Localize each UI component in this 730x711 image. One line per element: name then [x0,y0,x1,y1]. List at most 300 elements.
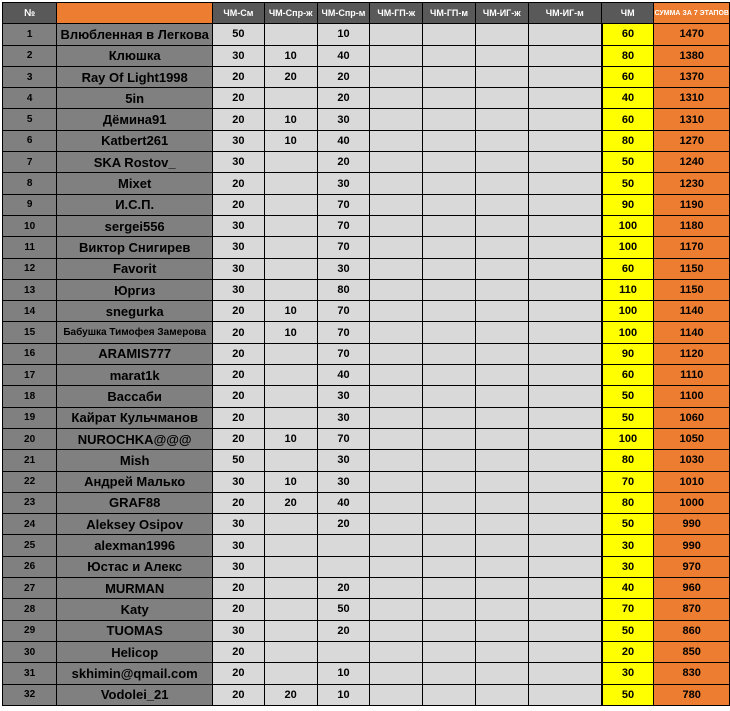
stage-value-4 [370,684,423,705]
row-number: 13 [3,279,57,300]
stage-value-7 [528,684,601,705]
table-row [3,66,730,87]
stage-value-7 [528,24,601,45]
overall-sum: 1060 [654,407,730,428]
stage-value-7 [528,66,601,87]
chm-total: 80 [602,130,654,151]
stage-value-5 [423,514,476,535]
row-number: 1 [3,24,57,45]
chm-total: 100 [602,322,654,343]
stage-value-4 [370,152,423,173]
stage-value-6 [475,471,528,492]
stage-value-7 [528,641,601,662]
chm-total: 50 [602,386,654,407]
results-body [3,24,730,706]
chm-total: 50 [602,620,654,641]
stage-value-7 [528,556,601,577]
stage-value-2: 10 [264,45,317,66]
stage-value-2 [264,535,317,556]
stage-value-2 [264,279,317,300]
stage-value-3: 50 [317,599,370,620]
player-name: Юргиз [57,279,213,300]
stage-value-4 [370,130,423,151]
overall-sum: 1190 [654,194,730,215]
stage-value-2: 10 [264,130,317,151]
table-row [3,386,730,407]
stage-value-3: 70 [317,301,370,322]
stage-value-1: 30 [213,620,265,641]
header-col-2: ЧМ-Спр-ж [264,3,317,24]
stage-value-2 [264,578,317,599]
stage-value-1: 30 [213,215,265,236]
stage-value-3: 40 [317,45,370,66]
chm-total: 20 [602,641,654,662]
stage-value-3: 30 [317,258,370,279]
stage-value-2 [264,365,317,386]
stage-value-3: 30 [317,109,370,130]
player-name: marat1k [57,365,213,386]
row-number: 5 [3,109,57,130]
overall-sum: 1120 [654,343,730,364]
row-number: 31 [3,663,57,684]
player-name: Mixet [57,173,213,194]
table-row [3,109,730,130]
player-name: Вассаби [57,386,213,407]
chm-total: 100 [602,428,654,449]
table-row [3,130,730,151]
stage-value-7 [528,194,601,215]
stage-value-4 [370,450,423,471]
stage-value-5 [423,663,476,684]
player-name: snegurka [57,301,213,322]
overall-sum: 1380 [654,45,730,66]
stage-value-6 [475,684,528,705]
stage-value-3: 10 [317,663,370,684]
stage-value-6 [475,343,528,364]
stage-value-4 [370,24,423,45]
stage-value-5 [423,556,476,577]
stage-value-5 [423,237,476,258]
stage-value-1: 20 [213,66,265,87]
stage-value-2: 20 [264,66,317,87]
stage-value-4 [370,45,423,66]
stage-value-7 [528,279,601,300]
chm-total: 40 [602,578,654,599]
stage-value-5 [423,152,476,173]
stage-value-7 [528,301,601,322]
chm-total: 100 [602,237,654,258]
overall-sum: 1180 [654,215,730,236]
stage-value-5 [423,66,476,87]
stage-value-2: 20 [264,492,317,513]
overall-sum: 970 [654,556,730,577]
stage-value-6 [475,258,528,279]
header-row [3,3,730,24]
row-number: 6 [3,130,57,151]
player-name: alexman1996 [57,535,213,556]
stage-value-2 [264,24,317,45]
stage-value-3: 70 [317,194,370,215]
chm-total: 80 [602,450,654,471]
overall-sum: 830 [654,663,730,684]
player-name: Влюбленная в Легкова [57,24,213,45]
chm-total: 100 [602,301,654,322]
stage-value-5 [423,109,476,130]
table-row [3,258,730,279]
stage-value-1: 30 [213,514,265,535]
player-name: NUROCHKA@@@ [57,428,213,449]
player-name: Юстас и Алекс [57,556,213,577]
chm-total: 70 [602,471,654,492]
stage-value-7 [528,578,601,599]
table-row [3,237,730,258]
stage-value-7 [528,407,601,428]
stage-value-6 [475,578,528,599]
overall-sum: 960 [654,578,730,599]
chm-total: 50 [602,152,654,173]
table-row [3,279,730,300]
stage-value-4 [370,237,423,258]
header-chm: ЧМ [602,3,654,24]
stage-value-1: 20 [213,663,265,684]
stage-value-3: 70 [317,215,370,236]
stage-value-7 [528,343,601,364]
row-number: 20 [3,428,57,449]
stage-value-2: 10 [264,322,317,343]
header-col-4: ЧМ-ГП-ж [370,3,423,24]
header-name [57,3,213,24]
player-name: Ray Of Light1998 [57,66,213,87]
overall-sum: 1110 [654,365,730,386]
player-name: Helicop [57,641,213,662]
row-number: 7 [3,152,57,173]
stage-value-3: 40 [317,365,370,386]
stage-value-6 [475,641,528,662]
stage-value-2 [264,258,317,279]
stage-value-4 [370,386,423,407]
stage-value-1: 20 [213,194,265,215]
stage-value-7 [528,620,601,641]
overall-sum: 990 [654,535,730,556]
stage-value-5 [423,365,476,386]
overall-sum: 1140 [654,301,730,322]
row-number: 4 [3,88,57,109]
chm-total: 80 [602,45,654,66]
table-row [3,343,730,364]
stage-value-6 [475,514,528,535]
table-row [3,599,730,620]
table-row [3,152,730,173]
stage-value-2 [264,215,317,236]
stage-value-6 [475,365,528,386]
stage-value-4 [370,556,423,577]
stage-value-1: 20 [213,322,265,343]
stage-value-5 [423,130,476,151]
stage-value-2 [264,556,317,577]
overall-sum: 1310 [654,88,730,109]
header-num: № [3,3,57,24]
stage-value-6 [475,386,528,407]
stage-value-3 [317,641,370,662]
overall-sum: 1270 [654,130,730,151]
chm-total: 30 [602,663,654,684]
stage-value-3: 10 [317,24,370,45]
stage-value-2 [264,152,317,173]
stage-value-1: 20 [213,301,265,322]
stage-value-1: 20 [213,578,265,599]
stage-value-5 [423,88,476,109]
stage-value-4 [370,258,423,279]
row-number: 27 [3,578,57,599]
overall-sum: 860 [654,620,730,641]
row-number: 19 [3,407,57,428]
stage-value-2 [264,599,317,620]
table-row [3,322,730,343]
chm-total: 50 [602,407,654,428]
stage-value-1: 30 [213,279,265,300]
overall-sum: 1370 [654,66,730,87]
table-row [3,301,730,322]
row-number: 29 [3,620,57,641]
header-col-7: ЧМ-ИГ-м [528,3,601,24]
stage-value-1: 30 [213,535,265,556]
chm-total: 30 [602,535,654,556]
stage-value-5 [423,258,476,279]
stage-value-2 [264,407,317,428]
stage-value-7 [528,258,601,279]
row-number: 2 [3,45,57,66]
stage-value-1: 50 [213,24,265,45]
stage-value-2: 10 [264,428,317,449]
stage-value-4 [370,471,423,492]
stage-value-7 [528,173,601,194]
player-name: Favorit [57,258,213,279]
table-row [3,88,730,109]
row-number: 12 [3,258,57,279]
stage-value-4 [370,173,423,194]
stage-value-1: 30 [213,556,265,577]
table-row [3,365,730,386]
stage-value-2 [264,194,317,215]
stage-value-1: 30 [213,237,265,258]
header-col-1: ЧМ-См [213,3,265,24]
stage-value-5 [423,492,476,513]
chm-total: 60 [602,24,654,45]
stage-value-6 [475,620,528,641]
row-number: 3 [3,66,57,87]
chm-total: 70 [602,599,654,620]
overall-sum: 1000 [654,492,730,513]
stage-value-7 [528,663,601,684]
stage-value-5 [423,301,476,322]
stage-value-2 [264,514,317,535]
stage-value-7 [528,514,601,535]
stage-value-7 [528,322,601,343]
stage-value-2: 10 [264,301,317,322]
stage-value-3: 40 [317,130,370,151]
header-col-5: ЧМ-ГП-м [423,3,476,24]
row-number: 24 [3,514,57,535]
stage-value-7 [528,215,601,236]
stage-value-4 [370,514,423,535]
stage-value-3: 30 [317,471,370,492]
chm-total: 80 [602,492,654,513]
player-name: Katbert261 [57,130,213,151]
stage-value-1: 20 [213,641,265,662]
stage-value-2: 10 [264,471,317,492]
chm-total: 50 [602,684,654,705]
stage-value-5 [423,450,476,471]
stage-value-6 [475,24,528,45]
stage-value-4 [370,279,423,300]
stage-value-5 [423,386,476,407]
stage-value-4 [370,663,423,684]
table-row [3,194,730,215]
chm-total: 50 [602,173,654,194]
row-number: 25 [3,535,57,556]
overall-sum: 1050 [654,428,730,449]
overall-sum: 1240 [654,152,730,173]
stage-value-3: 20 [317,88,370,109]
player-name: И.С.П. [57,194,213,215]
row-number: 8 [3,173,57,194]
stage-value-1: 20 [213,343,265,364]
stage-value-7 [528,535,601,556]
stage-value-2 [264,88,317,109]
table-row [3,641,730,662]
stage-value-3: 70 [317,322,370,343]
stage-value-3: 70 [317,343,370,364]
stage-value-3: 20 [317,514,370,535]
stage-value-6 [475,109,528,130]
stage-value-6 [475,215,528,236]
stage-value-6 [475,237,528,258]
overall-sum: 1470 [654,24,730,45]
stage-value-2 [264,173,317,194]
stage-value-3: 20 [317,66,370,87]
stage-value-4 [370,578,423,599]
table-row [3,514,730,535]
stage-value-5 [423,407,476,428]
stage-value-1: 20 [213,88,265,109]
stage-value-6 [475,663,528,684]
stage-value-6 [475,279,528,300]
chm-total: 90 [602,343,654,364]
chm-total: 30 [602,556,654,577]
player-name: skhimin@qmail.com [57,663,213,684]
stage-value-1: 20 [213,428,265,449]
stage-value-1: 20 [213,109,265,130]
stage-value-6 [475,535,528,556]
stage-value-5 [423,24,476,45]
stage-value-2 [264,620,317,641]
stage-value-2 [264,343,317,364]
player-name: Aleksey Osipov [57,514,213,535]
table-row [3,471,730,492]
stage-value-3: 30 [317,386,370,407]
stage-value-5 [423,578,476,599]
stage-value-3: 30 [317,407,370,428]
stage-value-5 [423,173,476,194]
stage-value-3: 20 [317,152,370,173]
stage-value-6 [475,492,528,513]
overall-sum: 1230 [654,173,730,194]
overall-sum: 780 [654,684,730,705]
player-name: SKA Rostov_ [57,152,213,173]
stage-value-6 [475,599,528,620]
stage-value-3 [317,556,370,577]
stage-value-7 [528,45,601,66]
stage-value-5 [423,279,476,300]
row-number: 17 [3,365,57,386]
stage-value-1: 20 [213,492,265,513]
overall-sum: 1150 [654,258,730,279]
stage-value-7 [528,492,601,513]
stage-value-6 [475,428,528,449]
stage-value-1: 20 [213,386,265,407]
chm-total: 100 [602,215,654,236]
player-name: Клюшка [57,45,213,66]
overall-sum: 1030 [654,450,730,471]
player-name: Кайрат Кульчманов [57,407,213,428]
stage-value-3: 70 [317,428,370,449]
row-number: 16 [3,343,57,364]
stage-value-3: 30 [317,173,370,194]
stage-value-6 [475,152,528,173]
stage-value-6 [475,88,528,109]
stage-value-7 [528,450,601,471]
chm-total: 60 [602,365,654,386]
stage-value-1: 30 [213,258,265,279]
player-name: Vodolei_21 [57,684,213,705]
player-name: Дёмина91 [57,109,213,130]
stage-value-4 [370,109,423,130]
stage-value-1: 50 [213,450,265,471]
row-number: 9 [3,194,57,215]
overall-sum: 850 [654,641,730,662]
overall-sum: 1100 [654,386,730,407]
stage-value-1: 30 [213,130,265,151]
stage-value-4 [370,301,423,322]
row-number: 22 [3,471,57,492]
stage-value-4 [370,365,423,386]
stage-value-5 [423,45,476,66]
chm-total: 50 [602,514,654,535]
overall-sum: 990 [654,514,730,535]
player-name: Виктор Снигирев [57,237,213,258]
stage-value-6 [475,556,528,577]
results-table [2,2,730,706]
chm-total: 90 [602,194,654,215]
stage-value-6 [475,45,528,66]
stage-value-5 [423,343,476,364]
player-name: Андрей Малько [57,471,213,492]
stage-value-2: 10 [264,109,317,130]
overall-sum: 870 [654,599,730,620]
stage-value-1: 20 [213,684,265,705]
table-row [3,215,730,236]
stage-value-6 [475,301,528,322]
stage-value-1: 20 [213,599,265,620]
stage-value-4 [370,407,423,428]
row-number: 11 [3,237,57,258]
stage-value-3: 40 [317,492,370,513]
stage-value-7 [528,386,601,407]
player-name: Katy [57,599,213,620]
stage-value-7 [528,130,601,151]
stage-value-4 [370,620,423,641]
table-row [3,578,730,599]
